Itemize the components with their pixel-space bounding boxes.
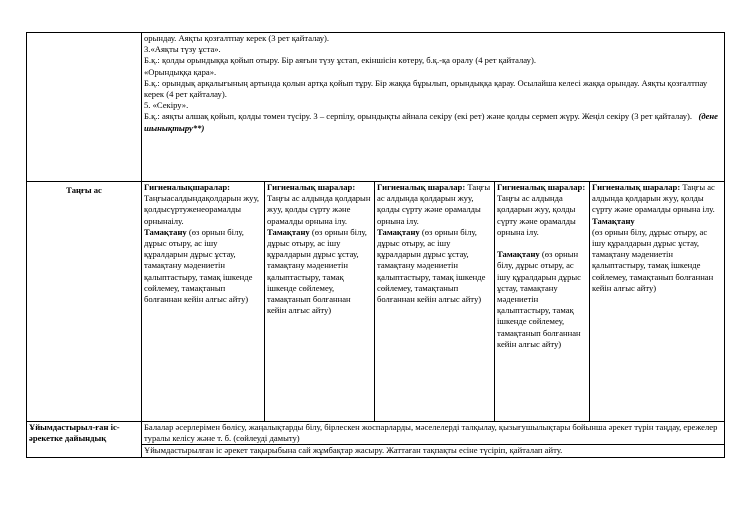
exercise-line: орындау. Аяқты қозғалтпау керек (3 рет қайталау). xyxy=(144,33,330,43)
exercise-line: Б.қ.: қолды орындыққа қойып отыру. Бір аяғын түзу ұстап, екіншісін көтеру, б.қ.-қа оралу (4 рет қайталау). xyxy=(144,55,536,66)
exercises-label-cell xyxy=(27,33,142,182)
breakfast-cell-4 xyxy=(495,182,590,422)
exercise-line: 5. «Секіру». xyxy=(144,100,189,111)
schedule-table xyxy=(26,32,725,458)
hygiene-heading: Гигиеналық шаралар: xyxy=(267,182,356,192)
hygiene-text: Таңғы ас алдында қолдарын жуу, қолды сүрту және орамалды орнына ілу. xyxy=(592,182,715,215)
hygiene-heading: Гигиеналық шаралар: xyxy=(592,182,681,192)
exercise-line: Б.қ.: орындық арқалығының артында қолын артқа қойып тұру. Бір жаққа бұрылып, орындыққа қарау. Осылайша келесі жаққа орындау. Аяқты қозғалтпау керек (4 рет қайталау). xyxy=(144,77,708,100)
breakfast-cell-1 xyxy=(142,182,265,422)
nutrition-text: (өз орнын білу, дұрыс отыру, ас ішу құралдарын дұрыс ұстау, тамақтану мәдениетін қалыптастыру, тамақ ішкенде сөйлемеу, тамақтанып болғаннан кейін алғыс айту) xyxy=(144,226,253,305)
hygiene-text: Таңғыасалдындақолдарын жуу, қолдысүртуженеорамалды орнынаілу. xyxy=(144,193,260,226)
nutrition-heading: Тамақтану xyxy=(267,226,310,237)
nutrition-text: (өз орнын білу, дұрыс отыру, ас ішу құралдарын дұрыс ұстау, тамақтану мәдениетін қалыптастыру, тамақ ішкенде сөйлемеу, тамақтанып болғаннан кейін алғыс айту) xyxy=(377,226,486,305)
hygiene-text: Таңғы ас алдында қолдарын жуу, қолды сүрту және орамалды орнына ілу. xyxy=(377,182,491,226)
hygiene-heading: Гигиеналық шаралар: xyxy=(497,182,586,192)
hygiene-heading: Гигиеналықшаралар: xyxy=(144,182,231,192)
exercise-footnote: (дене шынықтыру**) xyxy=(144,111,718,133)
exercise-line: 3.«Аяқты түзу ұста». xyxy=(144,44,221,55)
nutrition-heading: Тамақтану xyxy=(497,249,540,260)
nutrition-heading: Тамақтану xyxy=(592,215,635,226)
breakfast-row xyxy=(27,182,725,422)
exercise-line: «Орындыққа қара». xyxy=(144,66,217,77)
preparation-content xyxy=(142,422,725,458)
breakfast-cell-5 xyxy=(590,182,725,422)
breakfast-cell-2 xyxy=(265,182,375,422)
exercises-content xyxy=(142,33,725,182)
breakfast-label: Таңғы ас xyxy=(27,182,142,422)
hygiene-text: Таңғы ас алдында қолдарын жуу, қолды сүрту және орамалды орнына ілу. xyxy=(497,193,576,237)
preparation-label: Ұйымдастырыл-ған іс-әрекетке дайындық xyxy=(27,422,142,458)
preparation-line-2: Ұйымдастырылған іс әрекет тақырыбына сай жұмбақтар жасыру. Жаттаған тақпақты есіне түсіріп, қайталап айту. xyxy=(142,444,724,456)
exercise-line: Б.қ.: аяқты алшақ қойып, қолды төмен түсіру. 3 – серпілу, орындықты айнала секіру (екі рет) және қолды сермеп жүру. Жеңіл секіру (3 рет қайталау). xyxy=(144,111,693,122)
breakfast-cell-3 xyxy=(375,182,495,422)
preparation-row xyxy=(27,422,725,458)
hygiene-text: Таңғы ас алдында қолдарын жуу, қолды сүрту және орамалды орнына ілу. xyxy=(267,193,371,226)
nutrition-text: (өз орнын білу, дұрыс отыру, ас ішу құралдарын дұрыс ұстау, тамақтану мәдениетін қалыптастыру, тамақ ішкенде сөйлемеу, тамақтанып болғаннан кейін алғыс айту) xyxy=(592,226,714,293)
nutrition-heading: Тамақтану xyxy=(377,226,420,237)
hygiene-heading: Гигиеналық шаралар: xyxy=(377,182,466,192)
nutrition-text: (өз орнын білу, дұрыс отыру, ас ішу құралдарын дұрыс ұстау, тамақтану мәдениетін қалыптастыру, тамақ ішкенде сөйлемеу, тамақтанып болғаннан кейін алғыс айту) xyxy=(497,249,581,349)
preparation-line-1: Балалар әсерлерімен бөлісу, жаңалықтарды білу, бірлескен жоспарларды, мәселелерді талқылау, қызығушылықтары бойынша әрекет түрін таңдау, ережелер туралы келісу және т. б. (сөйлеуді дамыту) xyxy=(144,422,718,444)
nutrition-heading: Тамақтану xyxy=(144,226,187,237)
exercises-row xyxy=(27,33,725,182)
nutrition-text: (өз орнын білу, дұрыс отыру, ас ішу құралдарын дұрыс ұстау, тамақтану мәдениетін қалыптастыру, тамақ ішкенде сөйлемеу, тамақтанып болғаннан кейін алғыс айту) xyxy=(267,226,367,316)
